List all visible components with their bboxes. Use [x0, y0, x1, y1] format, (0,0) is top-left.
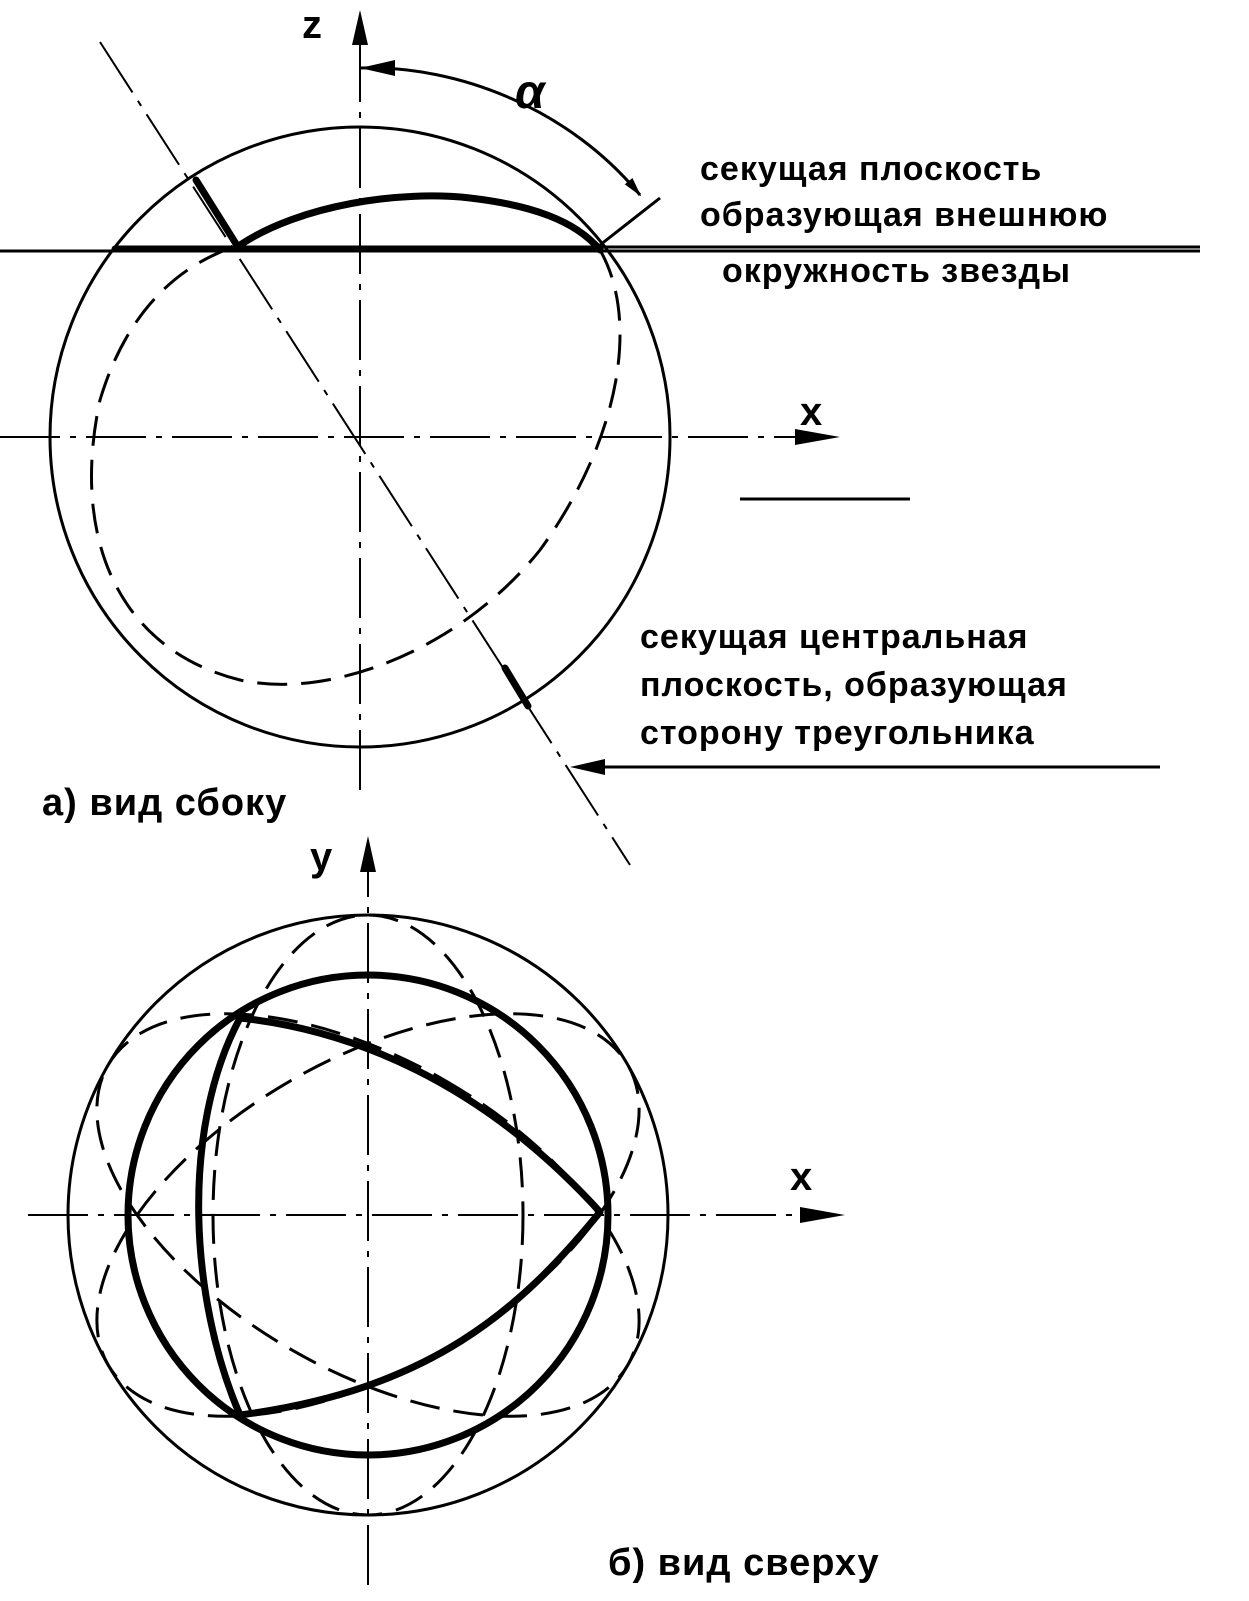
central-plane-leader-arrow: [570, 759, 605, 775]
tilted-circle-visible-arc: [240, 196, 600, 250]
top-x-axis-label: x: [790, 1155, 813, 1199]
central-plane-line-lower-thick: [505, 668, 528, 706]
side-x-axis-label: x: [800, 390, 823, 434]
angle-alpha-symbol: α: [515, 66, 545, 119]
tilted-circle-hidden: [91, 245, 620, 684]
angle-alpha-arrow-start: [360, 60, 395, 76]
side-view: [0, 3, 1200, 865]
side-z-axis-label: z: [302, 3, 322, 47]
top-y-axis-arrow: [360, 836, 376, 872]
central-plane-label-line-1: секущая центральная: [640, 618, 1029, 656]
outer-plane-label-line-1: секущая плоскость: [700, 150, 1043, 188]
central-plane-line: [100, 42, 630, 865]
outer-plane-label-line-2: образующая внешнюю: [700, 196, 1109, 234]
alpha-reference-line: [600, 198, 660, 245]
top-view-caption: б) вид сверху: [608, 1542, 880, 1584]
top-x-axis-arrow: [800, 1207, 845, 1223]
top-y-axis-label: y: [310, 835, 333, 879]
side-z-axis-arrow: [352, 10, 368, 45]
curved-triangle: [199, 1018, 600, 1415]
central-plane-label-line-3: сторону треугольника: [640, 714, 1035, 752]
central-plane-label-line-2: плоскость, образующая: [640, 666, 1068, 704]
outer-plane-label-line-3: окружность звезды: [722, 252, 1072, 290]
central-plane-line-upper-thick: [196, 180, 238, 247]
top-view: [28, 835, 880, 1585]
angle-alpha-arc: [360, 68, 640, 195]
side-view-caption: а) вид сбоку: [42, 782, 288, 824]
